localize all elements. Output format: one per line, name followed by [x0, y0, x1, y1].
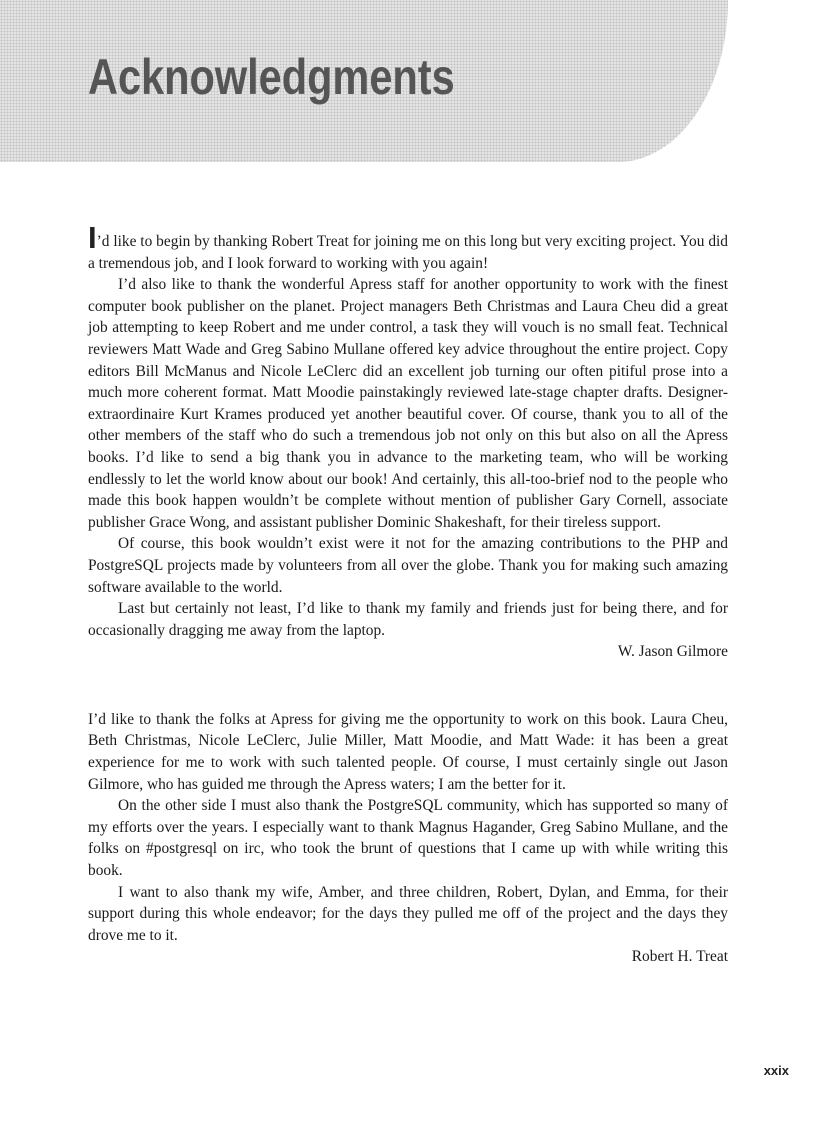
chapter-title: Acknowledgments: [88, 49, 455, 105]
paragraph-gilmore-4: Last but certainly not least, I’d like to thank my family and friends just for being there, and for occasionally dragging me away from the laptop.: [88, 600, 728, 639]
paragraph-treat-1: I’d like to thank the folks at Apress for giving me the opportunity to work on this book. Laura Cheu, Beth Christmas, Nicole LeClerc, Julie Miller, Matt Moodie, and Matt Wade: it has been a great experience for me to work with such talented people. Of course, I must certainly single out Jason Gilmore, who has guided me through the Apress waters; I am the better for it.: [88, 710, 728, 793]
page-number: xxix: [763, 1063, 789, 1078]
drop-cap: I: [88, 220, 97, 255]
paragraph-gilmore-1: [88, 220, 728, 274]
paragraph-gilmore-2: I’d also like to thank the wonderful Apress staff for another opportunity to work with the finest computer book publisher on the planet. Project managers Beth Christmas and Laura Cheu did a great job attempting to keep Robert and me under control, a task they will vouch is no small feat. Technical reviewers Matt Wade and Greg Sabino Mullane offered key advice throughout the entire project. Copy editors Bill McManus and Nicole LeClerc did an excellent job turning our often pitiful prose into a much more coherent format. Matt Moodie painstakingly reviewed late-stage chapter drafts. Designer-extraordinaire Kurt Krames produced yet another beautiful cover. Of course, thank you to all of the other members of the staff who do such a tremendous job not only on this but also on all the Apress books. I’d like to send a big thank you in advance to the marketing team, who will be working endlessly to let the world know about our book! And certainly, this all-too-brief nod to the people who made this book happen wouldn’t be complete without mention of publisher Gary Cornell, associate publisher Grace Wong, and assistant publisher Dominic Shakeshaft, for their tireless support.: [88, 276, 728, 531]
paragraph-gilmore-3: Of course, this book wouldn’t exist were it not for the amazing contributions to the PHP and PostgreSQL projects made by volunteers from all over the globe. Thank you for making such amazing software available to the world.: [88, 535, 728, 596]
signature-gilmore: W. Jason Gilmore: [617, 643, 728, 661]
section-spacer: [88, 663, 728, 709]
paragraph-text: ’d like to begin by thanking Robert Treat for joining me on this long but very exciting project. You did a tremendous job, and I look forward to working with you again!: [88, 233, 728, 272]
signature-treat: Robert H. Treat: [631, 948, 728, 966]
paragraph-treat-2: On the other side I must also thank the PostgreSQL community, which has supported so many of my efforts over the years. I especially want to thank Magnus Hagander, Greg Sabino Mullane, and the folks on #postgresql on irc, who took the brunt of questions that I came up with while writing this book.: [88, 797, 728, 880]
paragraph-treat-3: I want to also thank my wife, Amber, and three children, Robert, Dylan, and Emma, for their support during this whole endeavor; for the days they pulled me off of the project and the days they drove me to it.: [88, 883, 728, 944]
acknowledgments-body: [88, 220, 728, 968]
